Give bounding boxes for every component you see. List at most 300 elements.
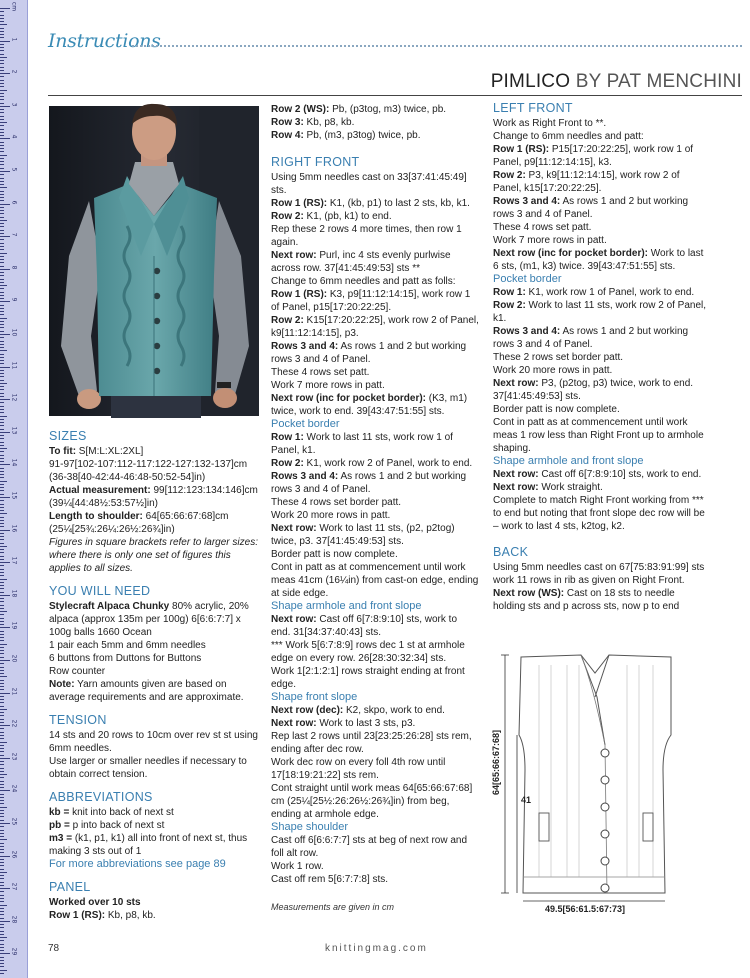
ruler-tick bbox=[0, 44, 4, 45]
ruler-tick bbox=[0, 810, 4, 811]
ruler-tick bbox=[0, 288, 4, 289]
ruler-tick bbox=[0, 745, 4, 746]
row-label: Next row (dec): bbox=[271, 705, 344, 716]
ruler-tick bbox=[0, 308, 4, 309]
instruction-text: Change to 6mm needles and patt: bbox=[493, 131, 644, 142]
instruction-row bbox=[271, 704, 479, 717]
armhole-label: 41 bbox=[521, 795, 532, 805]
panel-lines bbox=[539, 665, 653, 877]
ruler-tick bbox=[0, 914, 4, 915]
ruler-tick bbox=[0, 24, 7, 25]
ruler-tick bbox=[0, 517, 4, 518]
ruler-tick bbox=[0, 171, 10, 172]
row-label: Rows 3 and 4: bbox=[493, 196, 561, 207]
ruler-tick bbox=[0, 442, 4, 443]
ruler-tick bbox=[0, 546, 7, 547]
ruler-tick bbox=[0, 256, 4, 257]
ruler-tick bbox=[0, 562, 10, 563]
ruler-tick bbox=[0, 670, 4, 671]
ruler-tick bbox=[0, 106, 10, 107]
row-value: K1, (kb, p1) to last 2 sts, kb, k1. bbox=[327, 198, 470, 209]
ruler-tick bbox=[0, 768, 4, 769]
ruler-number: 5 bbox=[10, 167, 18, 172]
ruler-tick bbox=[0, 76, 4, 77]
instruction-text: Using 5mm needles cast on 33[37:41:45:49] sts. bbox=[271, 172, 467, 196]
ruler-tick bbox=[0, 667, 4, 668]
instruction-text: Work 20 more rows in patt. bbox=[271, 510, 391, 521]
pocket-border-heading: Pocket border bbox=[271, 418, 340, 430]
ruler-tick bbox=[0, 627, 10, 628]
tofit-cm: 91-97[102-107:112-117:122-127:132-137]cm bbox=[49, 459, 248, 470]
ruler-tick bbox=[0, 210, 4, 211]
ruler-number: 14 bbox=[10, 459, 18, 467]
ruler-tick bbox=[0, 103, 4, 104]
abbrev-kb bbox=[49, 806, 261, 819]
ruler-tick bbox=[0, 742, 7, 743]
ruler-number: 23 bbox=[10, 752, 18, 761]
ruler-tick bbox=[0, 618, 4, 619]
ruler-tick bbox=[0, 794, 4, 795]
ruler-tick bbox=[0, 386, 4, 387]
ruler-tick bbox=[0, 148, 4, 149]
ruler-number: 15 bbox=[10, 491, 18, 500]
row-label: Row 1: bbox=[271, 432, 304, 443]
instruction-text: *** Work 5[6:7:8:9] rows dec 1 st at armhole edge on every row. 26[28:30:32:34] sts. bbox=[271, 640, 465, 664]
ruler-tick bbox=[0, 764, 4, 765]
ruler-tick bbox=[0, 536, 4, 537]
measurements-note: Measurements are given in cm bbox=[271, 902, 395, 912]
ruler-tick bbox=[0, 138, 10, 139]
ruler-tick bbox=[0, 90, 7, 91]
ruler-tick bbox=[0, 872, 7, 873]
instruction-row bbox=[493, 377, 708, 403]
row-value: Work to last 6 sts, (m1, k3) twice. 39[43:47:51:55] sts. bbox=[493, 248, 704, 272]
ruler-tick bbox=[0, 758, 10, 759]
garment-schematic bbox=[493, 645, 723, 915]
ruler-tick bbox=[0, 891, 4, 892]
ruler-tick bbox=[0, 826, 4, 827]
ruler-tick bbox=[0, 572, 4, 573]
ruler-tick bbox=[0, 803, 4, 804]
row-label: Row 3: bbox=[271, 117, 304, 128]
ruler-tick bbox=[0, 712, 4, 713]
ruler-tick bbox=[0, 314, 4, 315]
ruler-tick bbox=[0, 530, 10, 531]
ruler-tick bbox=[0, 448, 7, 449]
row-label: Next row: bbox=[271, 614, 317, 625]
ruler-tick bbox=[0, 908, 4, 909]
model-photo-illustration bbox=[49, 106, 259, 416]
ruler-tick bbox=[0, 738, 4, 739]
ruler-tick bbox=[0, 725, 10, 726]
ruler-tick bbox=[0, 402, 4, 403]
ruler-tick bbox=[0, 125, 4, 126]
length-to-shoulder bbox=[49, 510, 261, 536]
panel-worked-text: Worked over 10 sts bbox=[49, 897, 141, 908]
row-label: Rows 3 and 4: bbox=[271, 341, 339, 352]
ruler-tick bbox=[0, 236, 10, 237]
m3-value: (k1, p1, k1) all into front of next st, thus making 3 sts out of 1 bbox=[49, 833, 248, 857]
ruler-tick bbox=[0, 728, 4, 729]
ruler-tick bbox=[0, 732, 4, 733]
ruler-tick bbox=[0, 735, 4, 736]
instruction-text: Border patt is now complete. bbox=[493, 404, 620, 415]
ruler-tick bbox=[0, 843, 4, 844]
ruler-tick bbox=[0, 637, 4, 638]
section-label: Instructions bbox=[48, 30, 161, 52]
ruler-tick bbox=[0, 487, 4, 488]
row-label: Row 2: bbox=[271, 458, 304, 469]
ruler-tick bbox=[0, 653, 4, 654]
ruler-tick bbox=[0, 151, 4, 152]
left-front-heading: LEFT FRONT bbox=[493, 101, 573, 115]
ruler-tick bbox=[0, 298, 4, 299]
ruler-tick bbox=[0, 429, 4, 430]
ruler-number: 3 bbox=[10, 102, 18, 107]
row-value: P3, (p2tog, p3) twice, work to end. 37[41:45:49:53] sts. bbox=[493, 378, 694, 402]
row-value: Kb, p8, kb. bbox=[303, 117, 355, 128]
ruler-tick bbox=[0, 878, 4, 879]
ruler-tick bbox=[0, 533, 4, 534]
ruler-tick bbox=[0, 367, 10, 368]
ruler-number: 29 bbox=[10, 948, 18, 956]
ruler-tick bbox=[0, 823, 10, 824]
instruction-row bbox=[271, 249, 479, 275]
instruction-text: These 4 rows set border patt. bbox=[271, 497, 402, 508]
row-value: K1, work row 2 of Panel, work to end. bbox=[303, 458, 473, 469]
ruler-tick bbox=[0, 520, 4, 521]
ruler-tick bbox=[0, 226, 4, 227]
ruler-number: 21 bbox=[10, 687, 18, 695]
ruler-tick bbox=[0, 970, 7, 971]
sizes-note: Figures in square brackets refer to larger sizes: where there is only one set of figures this applies to all sizes. bbox=[49, 537, 258, 574]
ruler-tick bbox=[0, 921, 10, 922]
right-front-heading: RIGHT FRONT bbox=[271, 155, 360, 169]
ruler-tick bbox=[0, 11, 4, 12]
more-abbreviations-link[interactable]: For more abbreviations see page 89 bbox=[49, 858, 226, 870]
ruler-tick bbox=[0, 370, 4, 371]
instruction-row bbox=[271, 210, 479, 223]
ruler-tick bbox=[0, 611, 7, 612]
ruler-tick bbox=[0, 934, 4, 935]
row-label: Next row (inc for pocket border): bbox=[493, 248, 649, 259]
ruler-number: 24 bbox=[10, 785, 18, 793]
ruler-number: 26 bbox=[10, 850, 18, 858]
ruler-tick bbox=[0, 435, 4, 436]
ruler-tick bbox=[0, 592, 4, 593]
page-number: 78 bbox=[48, 943, 60, 954]
ruler-tick bbox=[0, 549, 4, 550]
ruler-tick bbox=[0, 161, 4, 162]
row-label: Next row: bbox=[493, 378, 539, 389]
row-value: Cast off 6[7:8:9:10] sts, work to end. bbox=[538, 469, 702, 480]
ruler-tick bbox=[0, 458, 4, 459]
ruler-tick bbox=[0, 634, 4, 635]
you-will-need-heading: YOU WILL NEED bbox=[49, 584, 151, 598]
ruler-tick bbox=[0, 396, 4, 397]
ruler-tick bbox=[0, 885, 4, 886]
ruler-tick bbox=[0, 950, 4, 951]
ruler-tick bbox=[0, 790, 10, 791]
instruction-row bbox=[271, 431, 479, 457]
ruler-number: 11 bbox=[10, 361, 18, 369]
length-label: Length to shoulder: bbox=[49, 511, 143, 522]
instruction-text: Work as Right Front to **. bbox=[493, 118, 607, 129]
ruler-tick bbox=[0, 67, 4, 68]
ruler-tick bbox=[0, 836, 4, 837]
ruler-tick bbox=[0, 947, 4, 948]
ruler-number: 22 bbox=[10, 719, 18, 728]
ruler-tick bbox=[0, 497, 10, 498]
row-label: Row 2: bbox=[271, 211, 304, 222]
ruler-tick bbox=[0, 579, 7, 580]
ruler-tick bbox=[0, 246, 4, 247]
ruler-tick bbox=[0, 957, 4, 958]
ruler-tick bbox=[0, 389, 4, 390]
height-label: 64[65:66:67:68] bbox=[491, 729, 501, 795]
ruler-tick bbox=[0, 507, 4, 508]
row-value: Work to last 11 sts, work row 2 of Panel, k1. bbox=[493, 300, 707, 324]
ruler-tick bbox=[0, 266, 4, 267]
ruler-tick bbox=[0, 647, 4, 648]
width-label: 49.5[56:61.5:67:73] bbox=[545, 904, 626, 914]
ruler-tick bbox=[0, 73, 10, 74]
instruction-row bbox=[271, 197, 479, 210]
ruler-tick bbox=[0, 552, 4, 553]
shape-front-slope-heading: Shape front slope bbox=[271, 691, 358, 703]
panel-row3 bbox=[271, 116, 479, 129]
ruler-tick bbox=[0, 830, 4, 831]
ruler-tick bbox=[0, 174, 4, 175]
ruler-tick bbox=[0, 96, 4, 97]
ruler-tick bbox=[0, 422, 4, 423]
ruler-tick bbox=[0, 269, 10, 270]
panel-heading: PANEL bbox=[49, 880, 91, 894]
sizes-tofit bbox=[49, 445, 261, 458]
ruler-tick bbox=[0, 279, 4, 280]
ruler-tick bbox=[0, 344, 4, 345]
ruler-tick bbox=[0, 399, 10, 400]
ruler-tick bbox=[0, 575, 4, 576]
ruler-number: 6 bbox=[10, 200, 18, 204]
ruler-tick bbox=[0, 918, 4, 919]
abbreviations-heading: ABBREVIATIONS bbox=[49, 790, 153, 804]
ruler-tick bbox=[0, 715, 4, 716]
ruler-tick bbox=[0, 451, 4, 452]
ruler-tick bbox=[0, 285, 7, 286]
abbrev-m3 bbox=[49, 832, 261, 858]
instruction-row bbox=[493, 247, 708, 273]
ruler-tick bbox=[0, 262, 4, 263]
ruler-tick bbox=[0, 543, 4, 544]
row-value: Cast on 18 sts to needle holding sts and p across sts, now p to end bbox=[493, 588, 680, 612]
ruler-tick bbox=[0, 233, 4, 234]
panel-row4 bbox=[271, 129, 479, 142]
ruler-tick bbox=[0, 57, 7, 58]
row-value: As rows 1 and 2 but working rows 3 and 4 of Panel. bbox=[271, 341, 467, 365]
needles: 1 pair each 5mm and 6mm needles bbox=[49, 640, 206, 651]
ruler-tick bbox=[0, 699, 4, 700]
instruction-row bbox=[493, 195, 708, 221]
ruler-tick bbox=[0, 510, 4, 511]
ruler-tick bbox=[0, 820, 4, 821]
ruler-number: 18 bbox=[10, 589, 18, 598]
instruction-text: Work dec row on every foll 4th row until 17[18:19:21:22] sts rem. bbox=[271, 757, 446, 781]
ruler-tick bbox=[0, 582, 4, 583]
ruler-number: 12 bbox=[10, 393, 18, 402]
ruler-tick bbox=[0, 132, 4, 133]
ruler-tick bbox=[0, 797, 4, 798]
ruler-tick bbox=[0, 605, 4, 606]
ruler-tick bbox=[0, 380, 4, 381]
ruler-tick bbox=[0, 869, 4, 870]
note-label: Note: bbox=[49, 679, 75, 690]
panel-row1 bbox=[49, 909, 261, 922]
ruler-tick bbox=[0, 800, 4, 801]
ruler-tick bbox=[0, 220, 7, 221]
ruler-tick bbox=[0, 784, 4, 785]
ruler-tick bbox=[0, 253, 7, 254]
column-sizes-materials bbox=[49, 429, 261, 922]
ruler-tick bbox=[0, 719, 4, 720]
row-label: Row 2: bbox=[271, 315, 304, 326]
ruler-tick bbox=[0, 588, 4, 589]
ruler-tick bbox=[0, 702, 4, 703]
ruler-tick bbox=[0, 376, 4, 377]
ruler-tick bbox=[0, 585, 4, 586]
instruction-text: Border patt is now complete. bbox=[271, 549, 398, 560]
row-value: As rows 1 and 2 but working rows 3 and 4 of Panel. bbox=[271, 471, 467, 495]
ruler-tick bbox=[0, 60, 4, 61]
panel-row1-label: Row 1 (RS): bbox=[49, 910, 106, 921]
ruler-tick bbox=[0, 295, 4, 296]
ruler-tick bbox=[0, 474, 4, 475]
ruler-tick bbox=[0, 601, 4, 602]
row-value: P15[17:20:22:25], work row 1 of Panel, p9[11:12:14:15], k3. bbox=[493, 144, 694, 168]
instruction-text: Work 1 row. bbox=[271, 861, 324, 872]
ruler-tick bbox=[0, 875, 4, 876]
ruler-tick bbox=[0, 614, 4, 615]
ruler-tick bbox=[0, 901, 4, 902]
ruler-tick bbox=[0, 18, 4, 19]
ruler-number: 13 bbox=[10, 426, 18, 435]
ruler-tick bbox=[0, 357, 4, 358]
ruler-tick bbox=[0, 481, 7, 482]
ruler-tick bbox=[0, 888, 10, 889]
row-value: P3, k9[11:12:14:15], work row 2 of Panel, k15[17:20:22:25]. bbox=[493, 170, 680, 194]
ruler-tick bbox=[0, 624, 4, 625]
instruction-row bbox=[493, 587, 708, 613]
ruler-tick bbox=[0, 432, 10, 433]
ruler-tick bbox=[0, 187, 7, 188]
ruler-tick bbox=[0, 168, 4, 169]
shape-armhole-heading: Shape armhole and front slope bbox=[493, 455, 644, 467]
ruler-tick bbox=[0, 650, 4, 651]
shape-armhole-heading: Shape armhole and front slope bbox=[271, 600, 422, 612]
row-value: Pb, (p3tog, m3) twice, pb. bbox=[329, 104, 447, 115]
ruler-tick bbox=[0, 787, 4, 788]
ruler-tick bbox=[0, 47, 4, 48]
ruler-tick bbox=[0, 354, 4, 355]
ruler-tick bbox=[0, 86, 4, 87]
ruler-tick bbox=[0, 484, 4, 485]
row-label: Next row (WS): bbox=[493, 588, 565, 599]
instruction-row bbox=[271, 613, 479, 639]
ruler-tick bbox=[0, 393, 4, 394]
ruler-tick bbox=[0, 373, 4, 374]
ruler-tick bbox=[0, 239, 4, 240]
row-value: K15[17:20:22:25], work row 2 of Panel, k9[11:12:14:15], p3. bbox=[271, 315, 479, 339]
tension-advice: Use larger or smaller needles if necessary to obtain correct tension. bbox=[49, 756, 247, 780]
ruler-number: 20 bbox=[10, 654, 18, 663]
yarn-spec bbox=[49, 600, 261, 639]
column-left-front-back bbox=[493, 101, 708, 613]
ruler-tick bbox=[0, 640, 4, 641]
ruler-tick bbox=[0, 445, 4, 446]
ruler-tick bbox=[0, 927, 4, 928]
row-value: Work to last 11 sts, work row 1 of Panel, k1. bbox=[271, 432, 453, 456]
pb-label: pb = bbox=[49, 820, 70, 831]
ruler-tick bbox=[0, 15, 4, 16]
buttons: 6 buttons from Duttons for Buttons bbox=[49, 653, 202, 664]
ruler-tick bbox=[0, 966, 4, 967]
ruler-tick bbox=[0, 145, 4, 146]
ruler-tick bbox=[0, 862, 4, 863]
ruler-tick bbox=[0, 960, 4, 961]
ruler-tick bbox=[0, 595, 10, 596]
ruler-tick bbox=[0, 217, 4, 218]
ruler-tick bbox=[0, 722, 4, 723]
sizes-heading: SIZES bbox=[49, 429, 87, 443]
ruler-tick bbox=[0, 621, 4, 622]
tofit-in: (36-38[40-42:44-46:48-50:52-54]in) bbox=[49, 472, 206, 483]
instruction-row bbox=[493, 299, 708, 325]
instruction-row bbox=[271, 457, 479, 470]
schematic-svg bbox=[493, 645, 723, 915]
ruler-number: 7 bbox=[10, 232, 18, 237]
ruler-tick bbox=[0, 21, 4, 22]
ruler-tick bbox=[0, 292, 4, 293]
row-label: Row 1 (RS): bbox=[271, 289, 328, 300]
ruler-tick bbox=[0, 200, 4, 201]
ruler-tick bbox=[0, 807, 7, 808]
instruction-row bbox=[271, 340, 479, 366]
back-heading: BACK bbox=[493, 545, 529, 559]
ruler-tick bbox=[0, 471, 4, 472]
ruler-tick bbox=[0, 135, 4, 136]
ruler-tick bbox=[0, 438, 4, 439]
ruler-tick bbox=[0, 839, 7, 840]
instruction-text: Cont straight until work meas 64[65:66:67:68] cm (25¼[25½:26:26½:26¾]in) from beg, ending at armhole edge. bbox=[271, 783, 473, 820]
row-value: K1, work row 1 of Panel, work to end. bbox=[525, 287, 695, 298]
ruler-tick bbox=[0, 852, 4, 853]
row-counter: Row counter bbox=[49, 666, 106, 677]
instruction-row bbox=[493, 468, 708, 481]
ruler-tick bbox=[0, 119, 4, 120]
ruler-number: 19 bbox=[10, 622, 18, 630]
instruction-text: These 2 rows set border patt. bbox=[493, 352, 624, 363]
ruler-tick bbox=[0, 849, 4, 850]
ruler-tick bbox=[0, 181, 4, 182]
kb-value: knit into back of next st bbox=[69, 807, 174, 818]
row-label: Row 1 (RS): bbox=[493, 144, 550, 155]
ruler-tick bbox=[0, 523, 4, 524]
row-label: Rows 3 and 4: bbox=[271, 471, 339, 482]
ruler-tick bbox=[0, 856, 10, 857]
ruler-tick bbox=[0, 80, 4, 81]
column-right-front bbox=[271, 103, 479, 886]
instruction-text: Work 20 more rows in patt. bbox=[493, 365, 613, 376]
